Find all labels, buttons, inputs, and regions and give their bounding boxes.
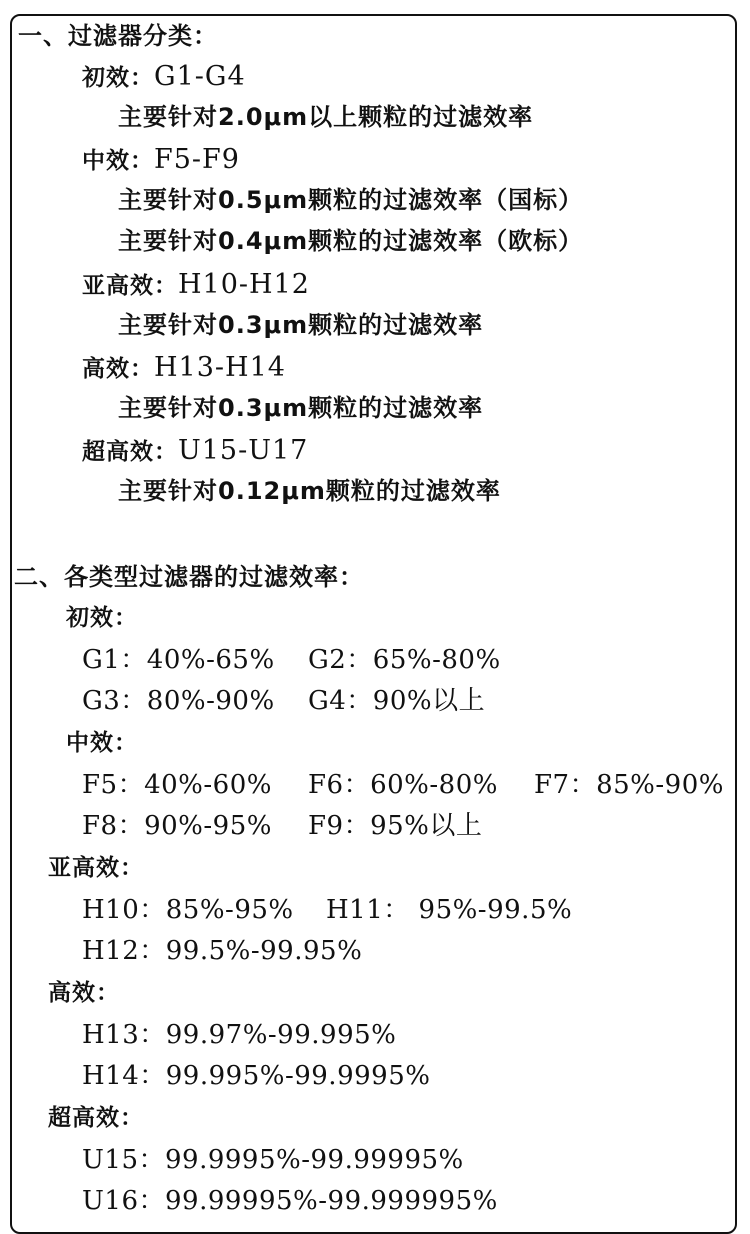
group-label: 高效：: [48, 980, 120, 1006]
class-note: 主要针对0.12μm颗粒的过滤效率: [118, 477, 501, 505]
efficiency-item: F5：40%-60%: [82, 770, 272, 800]
efficiency-row: [82, 1063, 430, 1089]
group-label: 中效：: [66, 730, 138, 756]
efficiency-item: H11： 95%-99.5%: [326, 895, 573, 925]
efficiency-item: F8：90%-95%: [82, 811, 272, 841]
efficiency-row: [82, 1022, 396, 1048]
efficiency-item: G1：40%-65%: [82, 645, 275, 675]
efficiency-row: [82, 897, 572, 923]
efficiency-item: F9：95%以上: [308, 811, 483, 841]
group-label: 初效：: [66, 605, 138, 631]
class-hepa: [82, 354, 286, 381]
efficiency-item: G3：80%-90%: [82, 686, 275, 716]
group-label: 亚高效：: [48, 855, 144, 881]
class-note: 主要针对0.3μm颗粒的过滤效率: [118, 394, 484, 422]
class-medium: [82, 146, 240, 173]
class-range: F5-F9: [154, 144, 240, 175]
efficiency-row: [82, 938, 362, 964]
efficiency-item: G4：90%以上: [308, 686, 486, 716]
efficiency-item: U15：99.9995%-99.99995%: [82, 1145, 464, 1175]
efficiency-item: H12：99.5%-99.95%: [82, 936, 363, 966]
class-range: H13-H14: [154, 352, 286, 383]
class-label: 亚高效：: [82, 273, 178, 299]
group-label: 超高效：: [48, 1105, 144, 1131]
efficiency-item: G2：65%-80%: [308, 645, 501, 675]
class-range: H10-H12: [178, 269, 310, 300]
efficiency-item: H10：85%-95%: [82, 895, 294, 925]
efficiency-row: [82, 813, 482, 839]
efficiency-item: H13：99.97%-99.995%: [82, 1020, 397, 1050]
class-label: 初效：: [82, 65, 154, 91]
class-initial: [82, 63, 246, 90]
class-label: 中效：: [82, 148, 154, 174]
class-note: 主要针对0.3μm颗粒的过滤效率: [118, 311, 484, 339]
efficiency-row: [82, 647, 501, 673]
class-note: 主要针对2.0μm以上颗粒的过滤效率: [118, 103, 534, 131]
efficiency-item: F6：60%-80%: [308, 770, 498, 800]
class-note: 主要针对0.4μm颗粒的过滤效率（欧标）: [118, 227, 584, 255]
efficiency-item: U16：99.99995%-99.999995%: [82, 1186, 498, 1216]
class-label: 高效：: [82, 356, 154, 382]
efficiency-row: [82, 1147, 464, 1173]
efficiency-item: H14：99.995%-99.9995%: [82, 1061, 431, 1091]
efficiency-row: [82, 1188, 498, 1214]
efficiency-item: F7：85%-90%: [534, 770, 724, 800]
section1-title: 一、过滤器分类：: [18, 22, 218, 50]
section2-title: 二、各类型过滤器的过滤效率：: [14, 563, 364, 591]
class-range: G1-G4: [154, 61, 246, 92]
class-range: U15-U17: [178, 435, 309, 466]
class-ulpa: [82, 437, 308, 464]
efficiency-row: [82, 772, 724, 798]
class-sub-hepa: [82, 271, 310, 298]
efficiency-row: [82, 688, 485, 714]
class-label: 超高效：: [82, 439, 178, 465]
class-note: 主要针对0.5μm颗粒的过滤效率（国标）: [118, 186, 584, 214]
